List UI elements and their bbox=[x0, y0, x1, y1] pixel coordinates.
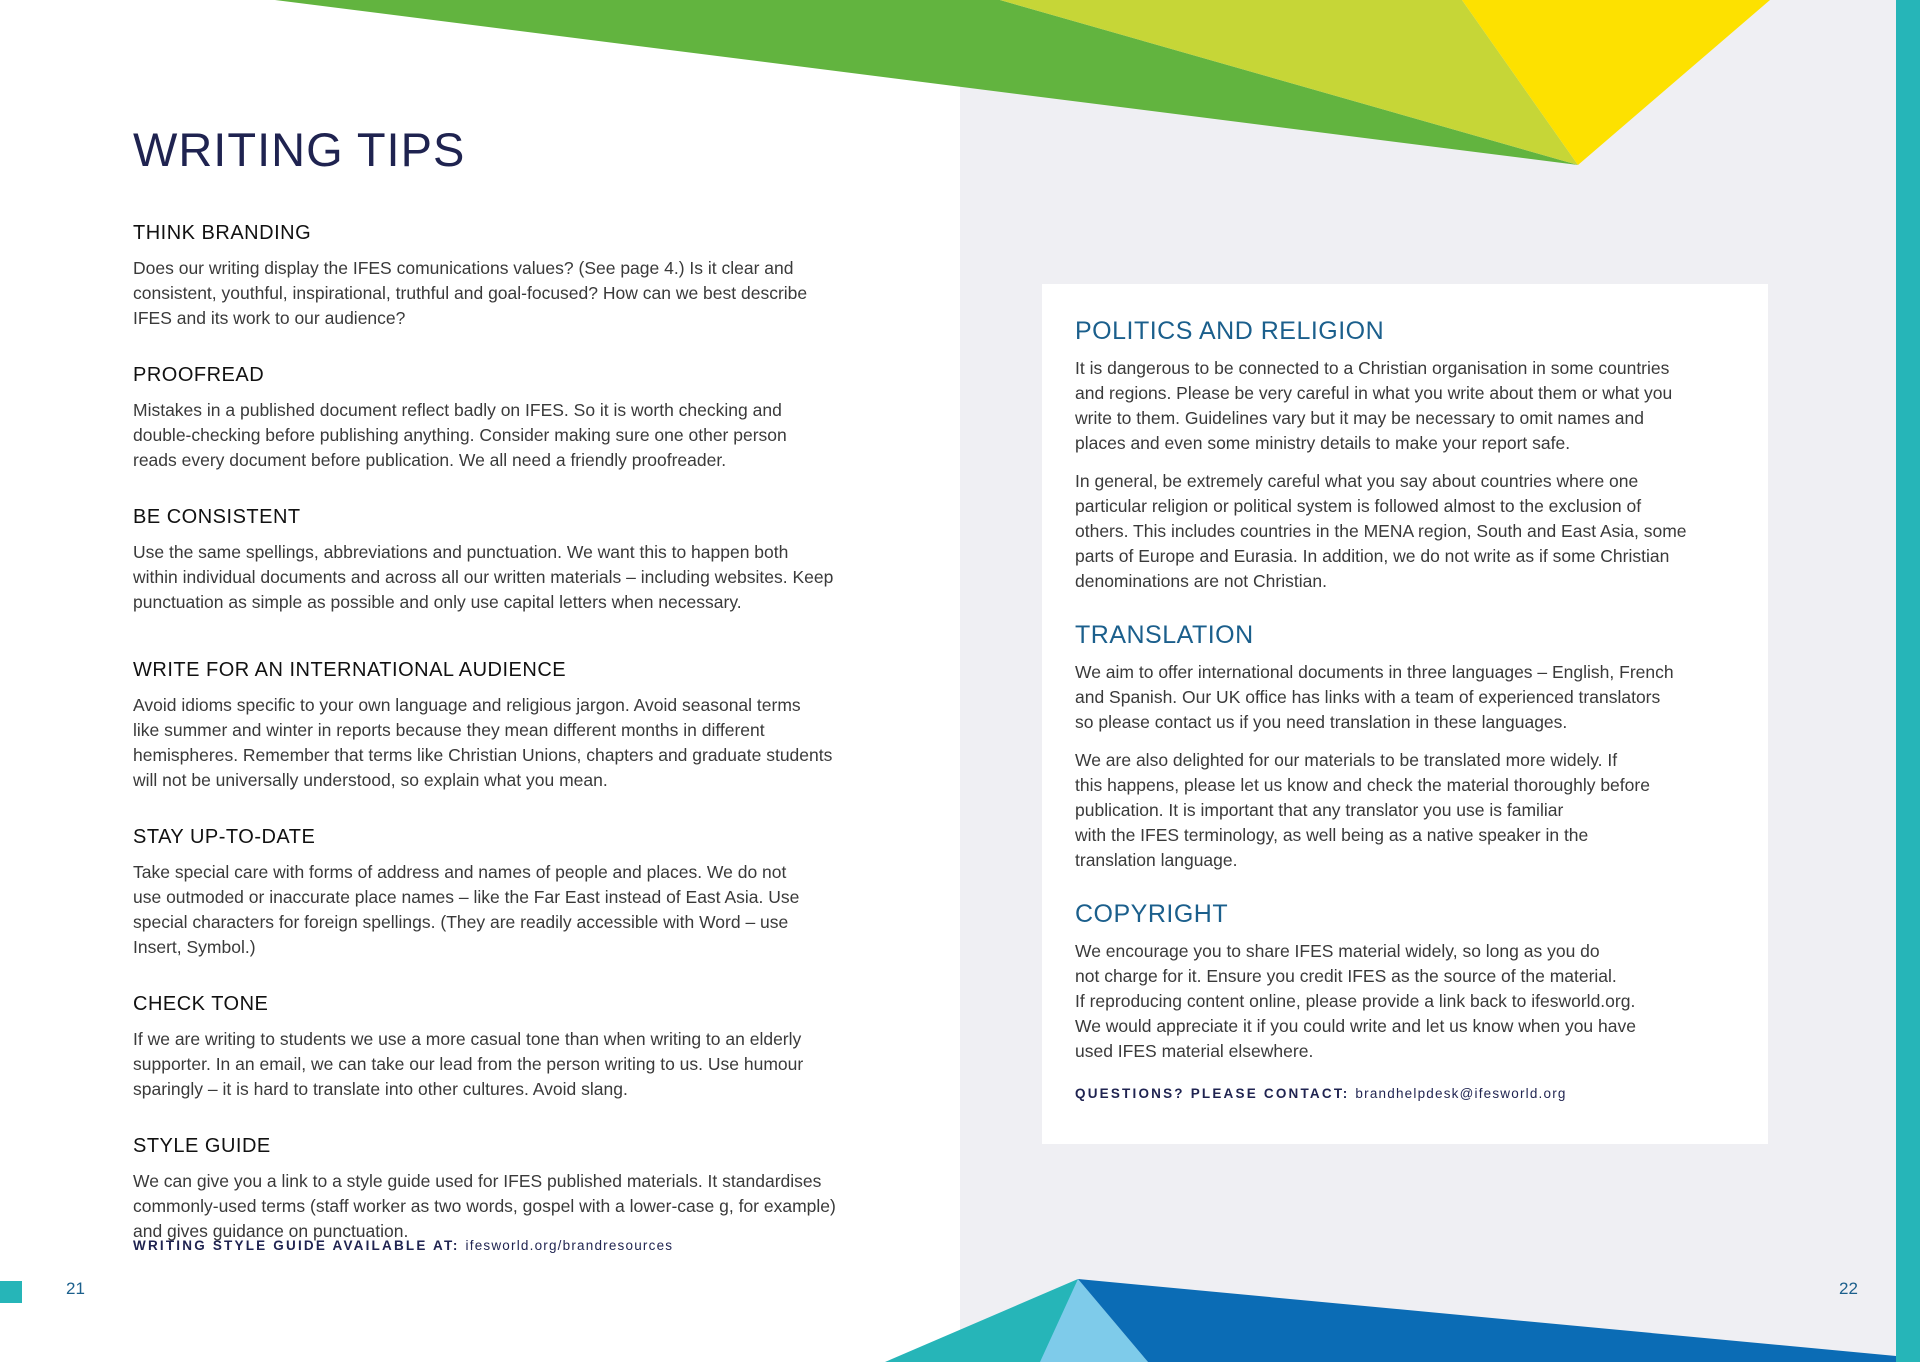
paragraph-line: We aim to offer international documents in three languages – English, French bbox=[1075, 662, 1674, 682]
tip-heading: STYLE GUIDE bbox=[133, 1135, 271, 1157]
tip-body bbox=[133, 256, 893, 331]
contact-line bbox=[1075, 1086, 1715, 1101]
tip-line: use outmoded or inaccurate place names – like the Far East instead of East Asia. Use bbox=[133, 887, 800, 907]
tip-line: Take special care with forms of address and names of people and places. We do not bbox=[133, 862, 787, 882]
contact-email-link[interactable]: brandhelpdesk@ifesworld.org bbox=[1355, 1086, 1567, 1101]
paragraph-line: If reproducing content online, please provide a link back to ifesworld.org. bbox=[1075, 991, 1636, 1011]
writing-tips-list bbox=[133, 222, 893, 1244]
tip-heading: PROOFREAD bbox=[133, 364, 265, 386]
tip-proofread bbox=[133, 364, 893, 473]
tip-style-guide bbox=[133, 1135, 893, 1244]
paragraph-line: and Spanish. Our UK office has links with a team of experienced translators bbox=[1075, 687, 1661, 707]
paragraph-line: places and even some ministry details to make your report safe. bbox=[1075, 433, 1571, 453]
teal-corner-square bbox=[0, 1281, 22, 1303]
tip-think-branding bbox=[133, 222, 893, 331]
paragraph-line: and regions. Please be very careful in what you write about them or what you bbox=[1075, 383, 1673, 403]
tip-line: supporter. In an email, we can take our lead from the person writing to us. Use humour bbox=[133, 1054, 804, 1074]
tip-line: will not be universally understood, so explain what you mean. bbox=[133, 770, 608, 790]
paragraph-line: so please contact us if you need translation in these languages. bbox=[1075, 712, 1568, 732]
tip-international-audience bbox=[133, 659, 893, 793]
tip-line: commonly-used terms (staff worker as two words, gospel with a lower-case g, for example) bbox=[133, 1196, 836, 1216]
paragraph-line: this happens, please let us know and check the material thoroughly before bbox=[1075, 775, 1650, 795]
tip-heading: STAY UP-TO-DATE bbox=[133, 826, 316, 848]
page-title: WRITING TIPS bbox=[133, 123, 466, 176]
tip-line: Use the same spellings, abbreviations and punctuation. We want this to happen both bbox=[133, 542, 789, 562]
paragraph-line: We encourage you to share IFES material widely, so long as you do bbox=[1075, 941, 1600, 961]
paragraph-line: others. This includes countries in the MENA region, South and East Asia, some bbox=[1075, 521, 1687, 541]
tip-line: Mistakes in a published document reflect badly on IFES. So it is worth checking and bbox=[133, 400, 782, 420]
paragraph-line: used IFES material elsewhere. bbox=[1075, 1041, 1314, 1061]
style-guide-label: WRITING STYLE GUIDE AVAILABLE AT: bbox=[133, 1238, 460, 1253]
paragraph-line: parts of Europe and Eurasia. In addition, we do not write as if some Christian bbox=[1075, 546, 1670, 566]
page-number-right: 22 bbox=[1839, 1279, 1858, 1298]
paragraph-line: particular religion or political system is followed almost to the exclusion of bbox=[1075, 496, 1642, 516]
section-paragraph bbox=[1075, 748, 1715, 873]
paragraph-line: denominations are not Christian. bbox=[1075, 571, 1327, 591]
tip-body bbox=[133, 860, 893, 960]
bottom-decorative-triangles bbox=[0, 1262, 1920, 1362]
tip-line: Insert, Symbol.) bbox=[133, 937, 256, 957]
page-number-left: 21 bbox=[66, 1279, 85, 1298]
paragraph-line: not charge for it. Ensure you credit IFES as the source of the material. bbox=[1075, 966, 1617, 986]
tip-stay-up-to-date bbox=[133, 826, 893, 960]
tip-line: special characters for foreign spellings. (They are readily accessible with Word – use bbox=[133, 912, 789, 932]
tip-line: hemispheres. Remember that terms like Christian Unions, chapters and graduate students bbox=[133, 745, 833, 765]
section-heading: TRANSLATION bbox=[1075, 621, 1254, 649]
paragraph-line: translation language. bbox=[1075, 850, 1238, 870]
paragraph-line: with the IFES terminology, as well being as a native speaker in the bbox=[1075, 825, 1589, 845]
tip-heading: CHECK TONE bbox=[133, 993, 269, 1015]
tip-check-tone bbox=[133, 993, 893, 1102]
section-paragraph bbox=[1075, 356, 1715, 456]
tip-heading: THINK BRANDING bbox=[133, 222, 312, 244]
tip-body bbox=[133, 1027, 893, 1102]
section-heading: POLITICS AND RELIGION bbox=[1075, 317, 1385, 345]
tip-line: double-checking before publishing anything. Consider making sure one other person bbox=[133, 425, 787, 445]
tip-line: We can give you a link to a style guide used for IFES published materials. It standardises bbox=[133, 1171, 822, 1191]
tip-line: IFES and its work to our audience? bbox=[133, 308, 406, 328]
info-card-content bbox=[1075, 316, 1715, 1101]
paragraph-line: It is dangerous to be connected to a Christian organisation in some countries bbox=[1075, 358, 1670, 378]
tip-line: Does our writing display the IFES comunications values? (See page 4.) Is it clear and bbox=[133, 258, 794, 278]
blue-triangle bbox=[1078, 1279, 1896, 1362]
tip-line: and gives guidance on punctuation. bbox=[133, 1221, 409, 1241]
teal-edge-bar bbox=[1896, 0, 1920, 1362]
tip-line: like summer and winter in reports because they mean different months in different bbox=[133, 720, 765, 740]
tip-line: within individual documents and across all our written materials – including websites. Keep bbox=[133, 567, 834, 587]
tip-line: consistent, youthful, inspirational, truthful and goal-focused? How can we best describe bbox=[133, 283, 808, 303]
tip-body bbox=[133, 540, 893, 615]
paragraph-line: We are also delighted for our materials to be translated more widely. If bbox=[1075, 750, 1618, 770]
section-paragraph bbox=[1075, 469, 1715, 594]
info-card bbox=[1042, 284, 1768, 1144]
tip-body bbox=[133, 398, 893, 473]
paragraph-line: write to them. Guidelines vary but it may be necessary to omit names and bbox=[1075, 408, 1645, 428]
contact-label: QUESTIONS? PLEASE CONTACT: bbox=[1075, 1086, 1350, 1101]
section-paragraph bbox=[1075, 660, 1715, 735]
tip-line: sparingly – it is hard to translate into other cultures. Avoid slang. bbox=[133, 1079, 628, 1099]
tip-body bbox=[133, 1169, 893, 1244]
tip-line: punctuation as simple as possible and only use capital letters when necessary. bbox=[133, 592, 742, 612]
tip-line: If we are writing to students we use a more casual tone than when writing to an elderly bbox=[133, 1029, 802, 1049]
tip-heading: WRITE FOR AN INTERNATIONAL AUDIENCE bbox=[133, 659, 567, 681]
tip-be-consistent bbox=[133, 506, 893, 615]
paragraph-line: In general, be extremely careful what you say about countries where one bbox=[1075, 471, 1639, 491]
tip-line: reads every document before publication. We all need a friendly proofreader. bbox=[133, 450, 727, 470]
tip-heading: BE CONSISTENT bbox=[133, 506, 301, 528]
section-paragraph bbox=[1075, 939, 1715, 1064]
paragraph-line: We would appreciate it if you could write and let us know when you have bbox=[1075, 1016, 1636, 1036]
tip-body bbox=[133, 693, 893, 793]
paragraph-line: publication. It is important that any translator you use is familiar bbox=[1075, 800, 1564, 820]
section-heading: COPYRIGHT bbox=[1075, 900, 1229, 928]
style-guide-link[interactable]: ifesworld.org/brandresources bbox=[465, 1238, 674, 1253]
style-guide-footer bbox=[133, 1238, 673, 1253]
tip-line: Avoid idioms specific to your own language and religious jargon. Avoid seasonal terms bbox=[133, 695, 801, 715]
